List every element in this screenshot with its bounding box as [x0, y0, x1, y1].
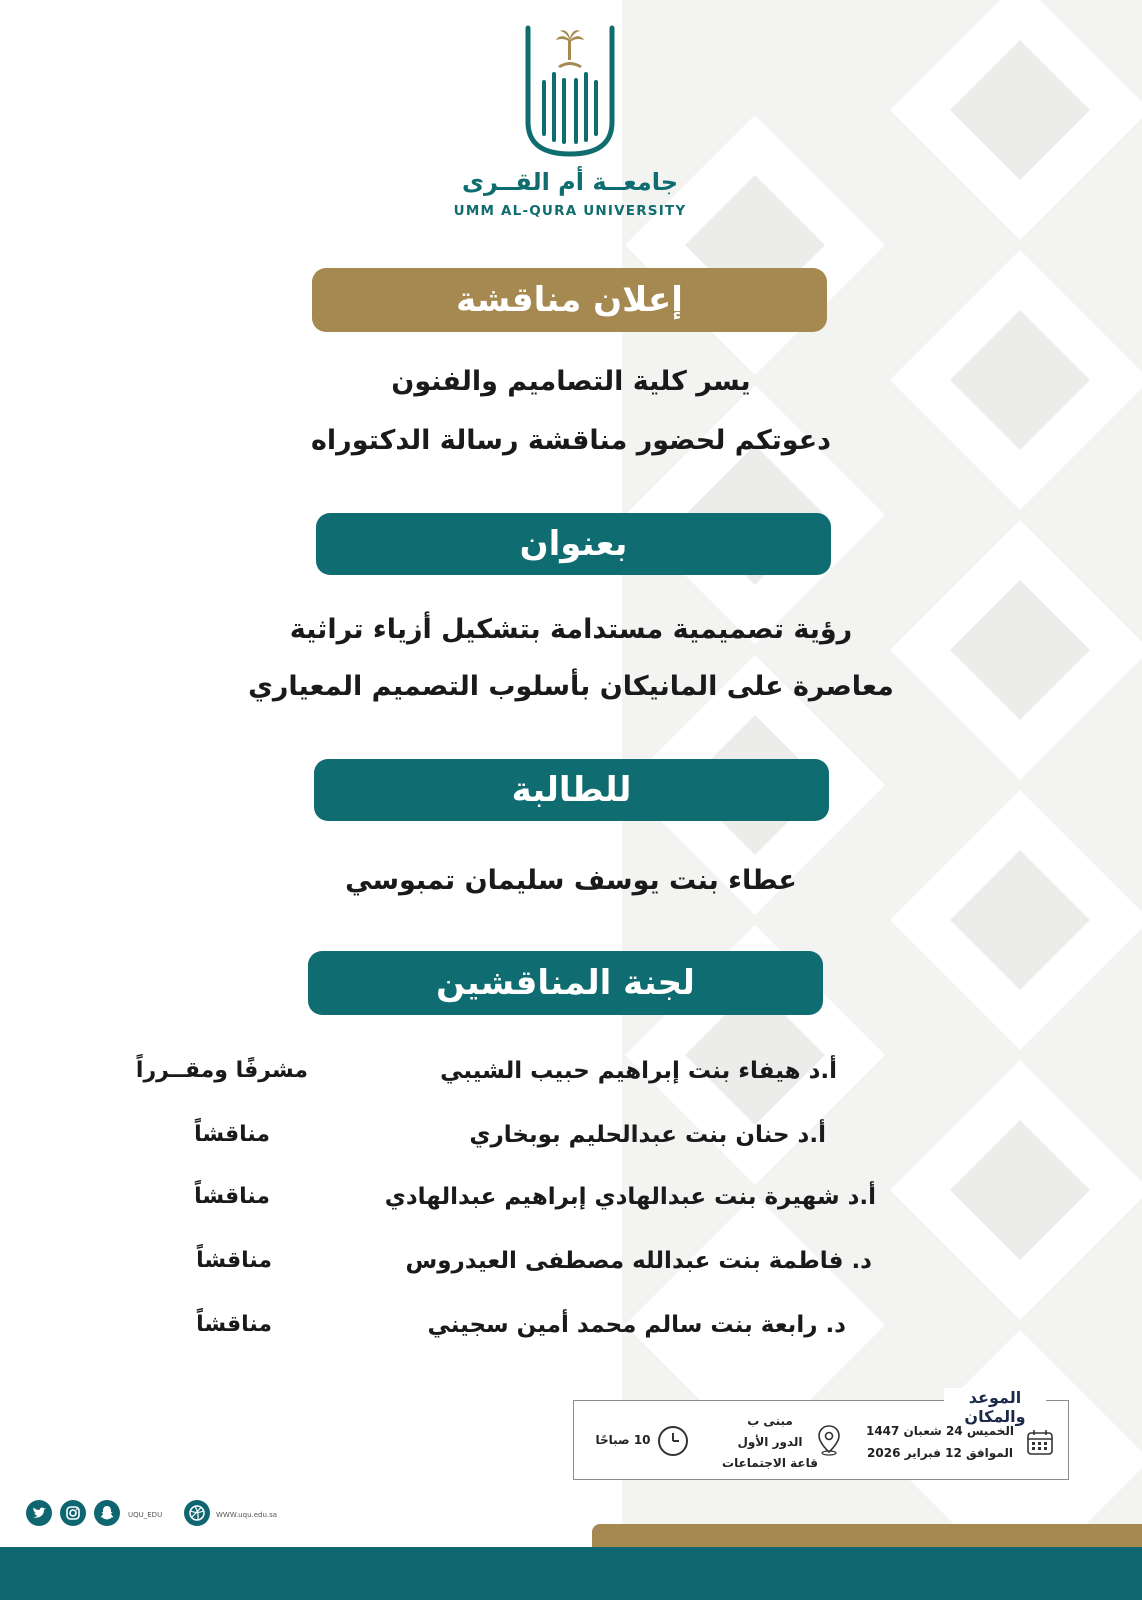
snapchat-icon[interactable] [94, 1500, 120, 1526]
university-logo [520, 22, 620, 162]
committee-member-5-role: مناقشاً [196, 1312, 272, 1337]
committee-header [308, 951, 823, 1015]
committee-member-4-role: مناقشاً [196, 1248, 272, 1273]
title-header [316, 513, 831, 575]
schedule-building: مبنى ب [747, 1414, 793, 1428]
footer-teal-bar [0, 1547, 1142, 1600]
invite-line-2: دعوتكم لحضور مناقشة رسالة الدكتوراه [310, 425, 832, 456]
committee-member-1-name: أ.د هيفاء بنت إبراهيم حبيب الشيبي [440, 1058, 837, 1084]
committee-member-3-name: أ.د شهيرة بنت عبدالهادي إبراهيم عبدالهادي [384, 1184, 876, 1210]
title-header-label: بعنوان [519, 524, 628, 564]
committee-member-3-role: مناقشاً [194, 1184, 270, 1209]
website-url[interactable]: WWW.uqu.edu.sa [216, 1511, 278, 1519]
globe-icon[interactable] [184, 1500, 210, 1526]
schedule-date-gregorian: الموافق 12 فبراير 2026 [867, 1446, 1013, 1460]
instagram-icon[interactable] [60, 1500, 86, 1526]
schedule-hall: قاعة الاجتماعات [722, 1456, 818, 1470]
announcement-header-label: إعلان مناقشة [456, 280, 683, 320]
committee-member-2-name: أ.د حنان بنت عبدالحليم بوبخاري [469, 1122, 826, 1148]
schedule-floor: الدور الأول [737, 1435, 803, 1449]
thesis-title-line-2: معاصرة على المانيكان بأسلوب التصميم المعياري [248, 671, 894, 702]
social-handle: UQU_EDU [128, 1511, 163, 1519]
student-name: عطاء بنت يوسف سليمان تمبوسي [345, 865, 797, 896]
committee-header-label: لجنة المناقشين [436, 963, 695, 1003]
committee-member-2-role: مناقشاً [194, 1122, 270, 1147]
schedule-date-hijri: الخميس 24 شعبان 1447 [865, 1424, 1015, 1438]
student-header [314, 759, 829, 821]
schedule-time: 10 صباحًا [595, 1433, 651, 1447]
university-name-english: UMM AL-QURA UNIVERSITY [453, 203, 687, 219]
student-header-label: للطالبة [511, 770, 632, 810]
calendar-icon [1026, 1428, 1054, 1456]
university-name-arabic: جامعــة أم القــرى [461, 168, 679, 196]
twitter-icon[interactable] [26, 1500, 52, 1526]
schedule-title: الموعد والمكان [944, 1388, 1046, 1412]
committee-member-1-role: مشرفًا ومقــرراً [135, 1058, 308, 1083]
committee-member-4-name: د. فاطمة بنت عبدالله مصطفى العيدروس [405, 1248, 872, 1274]
invite-line-1: يسر كلية التصاميم والفنون [391, 366, 751, 397]
clock-icon [656, 1424, 690, 1458]
announcement-header [312, 268, 827, 332]
committee-member-5-name: د. رابعة بنت سالم محمد أمين سجيني [427, 1312, 846, 1338]
thesis-title-line-1: رؤية تصميمية مستدامة بتشكيل أزياء تراثية [289, 614, 853, 645]
